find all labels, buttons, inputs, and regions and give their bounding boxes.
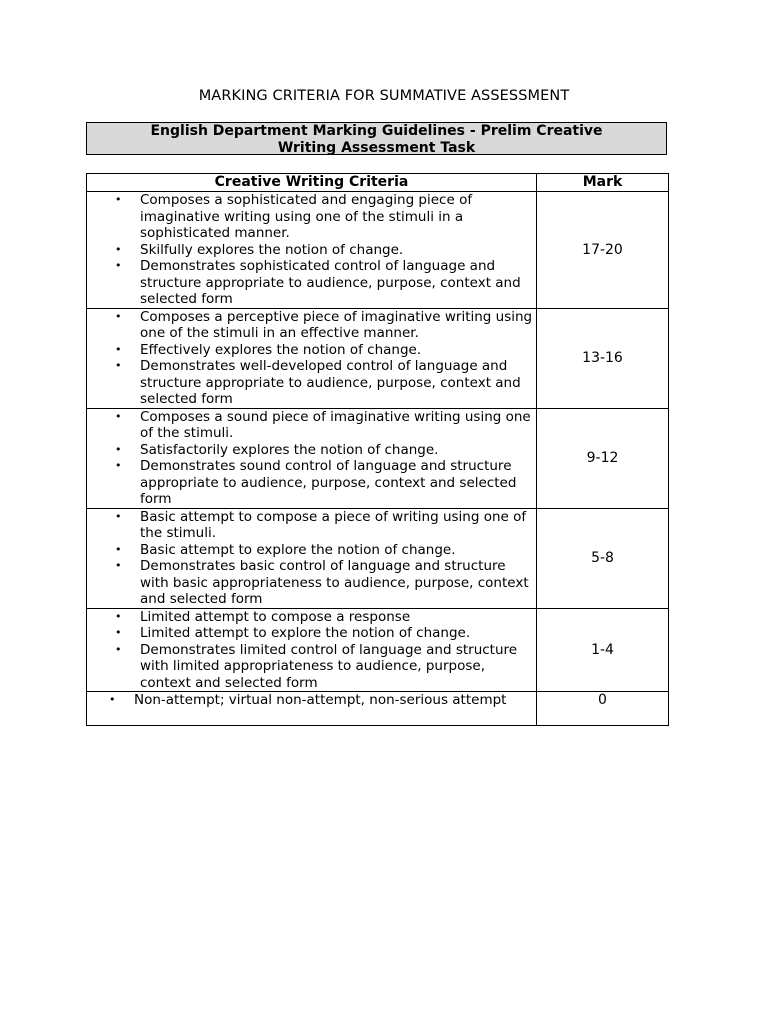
bullet-icon: • [115,559,122,572]
table-row [87,692,669,726]
list-item: • Limited attempt to explore the notion of change. [115,625,471,641]
criteria-list [87,692,536,709]
list-item: • Demonstrates well-developed control of language and structure appropriate to audience, purpose, context and selected form [115,358,521,407]
criteria-cell [87,508,537,608]
table-row [87,408,669,508]
bullet-icon: • [115,259,122,272]
bullet-icon: • [115,642,122,656]
list-item: • Basic attempt to explore the notion of change. [115,541,456,558]
criteria-list [87,192,536,308]
criteria-column-header: Creative Writing Criteria [87,174,537,192]
mark-column-header: Mark [537,174,669,192]
table-header-row [87,174,669,192]
criteria-list [87,309,536,408]
banner-line-2: Writing Assessment Task [277,139,476,156]
mark-cell: 9-12 [537,408,669,508]
list-item: • Demonstrates sophisticated control of language and structure appropriate to audience, purpose, context and selected form [115,258,521,307]
criteria-cell [87,692,537,726]
table-row [87,508,669,608]
table-row [87,608,669,692]
list-item: • Satisfactorily explores the notion of change. [115,441,439,458]
list-item: • Non-attempt; virtual non-attempt, non-serious attempt [109,692,507,708]
list-item: • Skilfully explores the notion of change. [115,241,404,258]
bullet-icon: • [109,693,116,706]
bullet-icon: • [115,409,122,423]
bullet-icon: • [115,442,122,456]
bullet-icon: • [115,609,122,623]
list-item: • Limited attempt to compose a response [115,608,411,625]
mark-cell: 17-20 [537,192,669,309]
mark-cell: 1-4 [537,608,669,692]
criteria-cell [87,408,537,508]
bullet-icon: • [115,459,122,472]
banner-line-1: English Department Marking Guidelines - Prelim Creative [150,123,603,139]
bullet-icon: • [115,342,122,356]
criteria-cell [87,192,537,309]
criteria-cell [87,608,537,692]
page-title: MARKING CRITERIA FOR SUMMATIVE ASSESSMENT [198,88,570,104]
bullet-icon: • [115,542,122,556]
bullet-icon: • [115,626,122,639]
bullet-icon: • [115,359,122,372]
table-row [87,192,669,309]
criteria-cell [87,308,537,408]
mark-cell: 5-8 [537,508,669,608]
mark-cell: 13-16 [537,308,669,408]
bullet-icon: • [115,309,122,323]
list-item: • Composes a sound piece of imaginative writing using one of the stimuli. [115,408,531,441]
list-item: • Basic attempt to compose a piece of writing using one of the stimuli. [115,508,527,541]
criteria-table [86,173,669,726]
list-item: • Effectively explores the notion of change. [115,341,422,358]
bullet-icon: • [115,509,122,523]
criteria-list [87,609,536,692]
criteria-list [87,409,536,508]
bullet-icon: • [115,193,122,206]
list-item: • Composes a sophisticated and engaging piece of imaginative writing using one of the stimuli in a sophisticated manner. [115,192,473,241]
mark-cell: 0 [537,692,669,726]
criteria-list [87,509,536,608]
guidelines-banner [86,122,667,155]
list-item: • Composes a perceptive piece of imaginative writing using one of the stimuli in an effective manner. [115,308,533,341]
list-item: • Demonstrates limited control of language and structure with limited appropriateness to audience, purpose, context and selected form [115,641,518,691]
list-item: • Demonstrates sound control of language and structure appropriate to audience, purpose, context and selected form [115,458,517,507]
list-item: • Demonstrates basic control of language and structure with basic appropriateness to audience, purpose, context and selected form [115,558,529,607]
bullet-icon: • [115,242,122,256]
table-row [87,308,669,408]
